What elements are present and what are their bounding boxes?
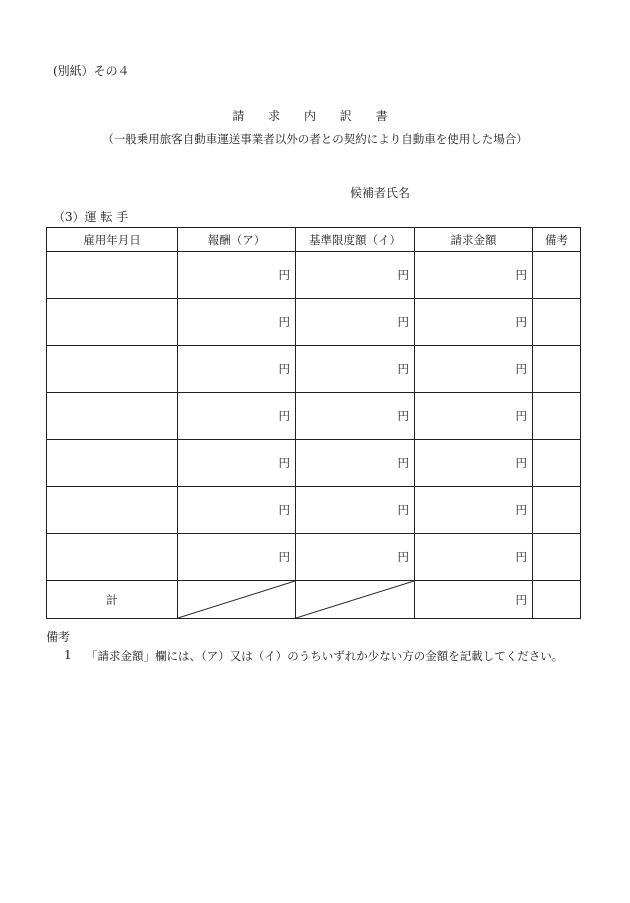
remuneration-cell[interactable]: 円 bbox=[178, 487, 296, 534]
remarks-cell[interactable] bbox=[533, 346, 581, 393]
total-remuneration-slashed-cell bbox=[178, 581, 296, 619]
claim-amount-cell[interactable]: 円 bbox=[415, 393, 533, 440]
column-header-remarks: 備考 bbox=[533, 228, 581, 252]
employment-date-cell[interactable] bbox=[47, 299, 178, 346]
employment-date-cell[interactable] bbox=[47, 393, 178, 440]
candidate-name-label: 候補者氏名 bbox=[350, 186, 411, 200]
table-row bbox=[47, 252, 581, 299]
column-header-standard-limit: 基準限度額（イ） bbox=[296, 228, 415, 252]
total-claim-amount-cell[interactable]: 円 bbox=[415, 581, 533, 619]
claim-breakdown-table bbox=[46, 227, 581, 619]
table-row bbox=[47, 346, 581, 393]
remuneration-cell[interactable]: 円 bbox=[178, 393, 296, 440]
table-row bbox=[47, 299, 581, 346]
standard-limit-cell[interactable]: 円 bbox=[296, 346, 415, 393]
diagonal-slash-line bbox=[296, 581, 414, 618]
claim-amount-cell[interactable]: 円 bbox=[415, 440, 533, 487]
employment-date-cell[interactable] bbox=[47, 487, 178, 534]
standard-limit-cell[interactable]: 円 bbox=[296, 440, 415, 487]
table-row bbox=[47, 534, 581, 581]
claim-amount-cell[interactable]: 円 bbox=[415, 534, 533, 581]
remuneration-cell[interactable]: 円 bbox=[178, 299, 296, 346]
claim-amount-cell[interactable]: 円 bbox=[415, 346, 533, 393]
standard-limit-cell[interactable]: 円 bbox=[296, 299, 415, 346]
claim-amount-cell[interactable]: 円 bbox=[415, 299, 533, 346]
remarks-cell[interactable] bbox=[533, 252, 581, 299]
standard-limit-cell[interactable]: 円 bbox=[296, 393, 415, 440]
total-label: 計 bbox=[47, 581, 178, 619]
remuneration-cell[interactable]: 円 bbox=[178, 252, 296, 299]
employment-date-cell[interactable] bbox=[47, 252, 178, 299]
notes-label: 備考 bbox=[46, 630, 71, 644]
document-subtitle: （一般乗用旅客自動車運送事業者以外の者との契約により自動車を使用した場合） bbox=[102, 132, 528, 146]
claim-amount-cell[interactable]: 円 bbox=[415, 252, 533, 299]
employment-date-cell[interactable] bbox=[47, 440, 178, 487]
table-row bbox=[47, 487, 581, 534]
standard-limit-cell[interactable]: 円 bbox=[296, 534, 415, 581]
total-limit-slashed-cell bbox=[296, 581, 415, 619]
column-header-employment-date: 雇用年月日 bbox=[47, 228, 178, 252]
claim-amount-cell[interactable]: 円 bbox=[415, 487, 533, 534]
employment-date-cell[interactable] bbox=[47, 346, 178, 393]
attachment-label: (別紙）その４ bbox=[53, 64, 130, 78]
employment-date-cell[interactable] bbox=[47, 534, 178, 581]
remuneration-cell[interactable]: 円 bbox=[178, 440, 296, 487]
remarks-cell[interactable] bbox=[533, 534, 581, 581]
diagonal-slash-line bbox=[178, 581, 295, 618]
column-header-claim-amount: 請求金額 bbox=[415, 228, 533, 252]
column-header-remuneration: 報酬（ア） bbox=[178, 228, 296, 252]
standard-limit-cell[interactable]: 円 bbox=[296, 252, 415, 299]
remarks-cell[interactable] bbox=[533, 393, 581, 440]
table-header-row bbox=[47, 228, 581, 252]
standard-limit-cell[interactable]: 円 bbox=[296, 487, 415, 534]
total-remarks-cell[interactable] bbox=[533, 581, 581, 619]
remuneration-cell[interactable]: 円 bbox=[178, 346, 296, 393]
total-row bbox=[47, 581, 581, 619]
document-title: 請 求 内 訳 書 bbox=[232, 109, 398, 123]
remarks-cell[interactable] bbox=[533, 487, 581, 534]
remarks-cell[interactable] bbox=[533, 440, 581, 487]
note-text: 「請求金額」欄には、（ア）又は（イ）のうちいずれか少ない方の金額を記載してください。 bbox=[86, 649, 564, 663]
table-row bbox=[47, 393, 581, 440]
table-row bbox=[47, 440, 581, 487]
section-label: （3）運 転 手 bbox=[53, 210, 129, 224]
remarks-cell[interactable] bbox=[533, 299, 581, 346]
remuneration-cell[interactable]: 円 bbox=[178, 534, 296, 581]
note-number: 1 bbox=[64, 648, 72, 662]
